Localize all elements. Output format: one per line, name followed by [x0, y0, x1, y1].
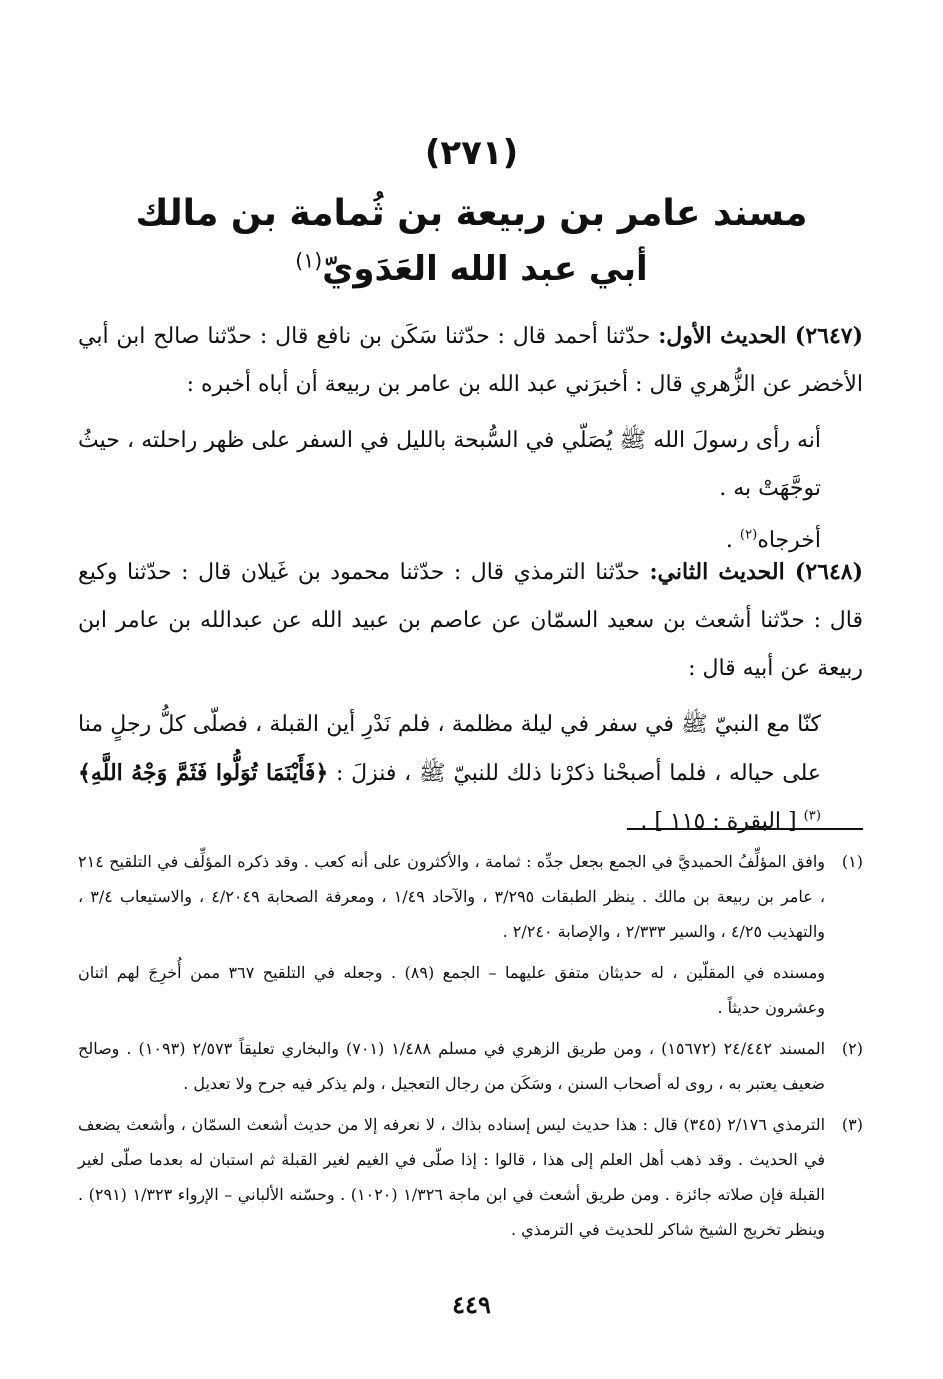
footnote-number: (٢)	[841, 1039, 863, 1058]
quran-verse: ﴿فَأَيْنَمَا تُوَلُّوا فَثَمَّ وَجْهُ اللَّهِ﴾	[78, 760, 329, 786]
footnote-1-continuation: ومسنده في المقلّين ، له حديثان متفق عليهما – الجمع (٨٩) . وجعله في التلقيح ٣٦٧ ممن أُخرِجَ لهم اثنان وعشرون حديثاً .	[78, 963, 826, 1017]
footnote-text: الترمذي ٢/١٧٦ (٣٤٥) قال : هذا حديث ليس إسناده بذاك ، لا نعرفه إلا من حديث أشعث السمّان ، وأشعث يضعف في الحديث . وقد ذهب أهل العلم إلى هذا ، قالوا : إذا صلّى في الغيم لغير القبلة ثم استبان له بعدما صلّى لغير القبلة فإن صلاته جائزة . ومن طريق أشعث في ابن ماجة ١/٣٢٦ (١٠٢٠) . وحسّنه الألباني – الإرواء ١/٣٢٣ (٢٩١) . وينظر تخريج الشيخ شاكر للحديث في الترمذي .	[78, 1115, 826, 1239]
takhrij-text: أخرجاه	[757, 528, 821, 553]
hadith-isnad	[78, 548, 863, 693]
footnote-number: (١)	[841, 852, 863, 871]
footnote-text: المسند ٢٤/٤٤٢ (١٥٦٧٢) ، ومن طريق الزهري في مسلم ١/٤٨٨ (٧٠١) والبخاري تعليقاً ٢/٥٧٣ (١٠٩٣) . وصالح ضعيف يعتبر به ، روى له أصحاب السنن ، وسَكَن من رجال التعجيل ، ولم يذكر فيه جرح ولا تعديل .	[78, 1039, 826, 1093]
hadith-label: (٢٦٤٨) الحديث الثاني:	[649, 559, 863, 585]
footnote-ref-2: (٢)	[739, 527, 758, 543]
hadith-matn-text: كنّا مع النبيّ ﷺ في سفر في ليلة مظلمة ، فلم نَدْرِ أين القبلة ، فصلّى كلُّ رجلٍ منا على حياله ، فلما أصبحْنا ذكرْنا ذلك للنبيّ ﷺ ، فنزلَ :	[78, 712, 821, 786]
footnote-separator	[627, 828, 863, 830]
footnote-text: وافق المؤلِّفُ الحميديَّ في الجمع بجعل جدِّه : ثمامة ، والأكثرون على أنه كعب . وقد ذكره المؤلِّف في التلقيح ٢١٤ ، عامر بن ربيعة بن مالك . ينظر الطبقات ٣/٢٩٥ ، والآحاد ١/٤٩ ، ومعرفة الصحابة ٤/٢٠٤٩ ، والاستيعاب ٣/٤ ، والتهذيب ٤/٢٥ ، والسير ٢/٣٣٣ ، والإصابة ٢/٢٤٠ .	[78, 852, 826, 941]
page-number: ٤٤٩	[452, 1290, 491, 1319]
quran-source: [ البقرة : ١١٥ ] .	[640, 809, 804, 834]
chapter-title: مسند عامر بن ربيعة بن ثُمامة بن مالك	[135, 193, 808, 234]
hadith-2648	[78, 548, 863, 846]
hadith-isnad-text: حدّثنا الترمذي قال : حدّثنا محمود بن غَيلان قال : حدّثنا وكيع قال : حدّثنا أشعث بن سعيد السمّان عن عاصم بن عبيد الله عن عبدالله بن عامر ابن ربيعة عن أبيه قال :	[78, 560, 863, 681]
chapter-subtitle	[0, 244, 943, 294]
footnote-ref-1: (١)	[295, 248, 323, 273]
hadith-label: (٢٦٤٧) الحديث الأول:	[658, 323, 864, 349]
section-number: (٢٧١)	[424, 133, 519, 173]
chapter-subtitle-text: أبي عبد الله العَدَويّ	[322, 249, 648, 289]
footnote-number: (٣)	[841, 1115, 863, 1134]
takhrij-end: .	[725, 528, 740, 553]
hadith-matn	[78, 701, 863, 846]
footnote-ref-3: (٣)	[803, 808, 821, 824]
footnotes	[78, 844, 863, 1253]
hadith-matn: أنه رأى رسولَ الله ﷺ يُصَلّي في السُّبحة بالليل في السفر على ظهر راحلته ، حيثُ توجَّهَتْ به .	[78, 428, 821, 501]
footnote-2	[78, 1031, 863, 1101]
hadith-2647	[78, 312, 863, 565]
footnote-3	[78, 1107, 863, 1247]
hadith-isnad	[78, 312, 863, 409]
footnote-1	[78, 844, 863, 949]
hadith-isnad-text: حدّثنا أحمد قال : حدّثنا سَكَن بن نافع قال : حدّثنا صالح ابن أبي الأخضر عن الزُّهري قال : أخبرَني عبد الله بن عامر بن ربيعة أن أباه أخبره :	[78, 324, 863, 397]
